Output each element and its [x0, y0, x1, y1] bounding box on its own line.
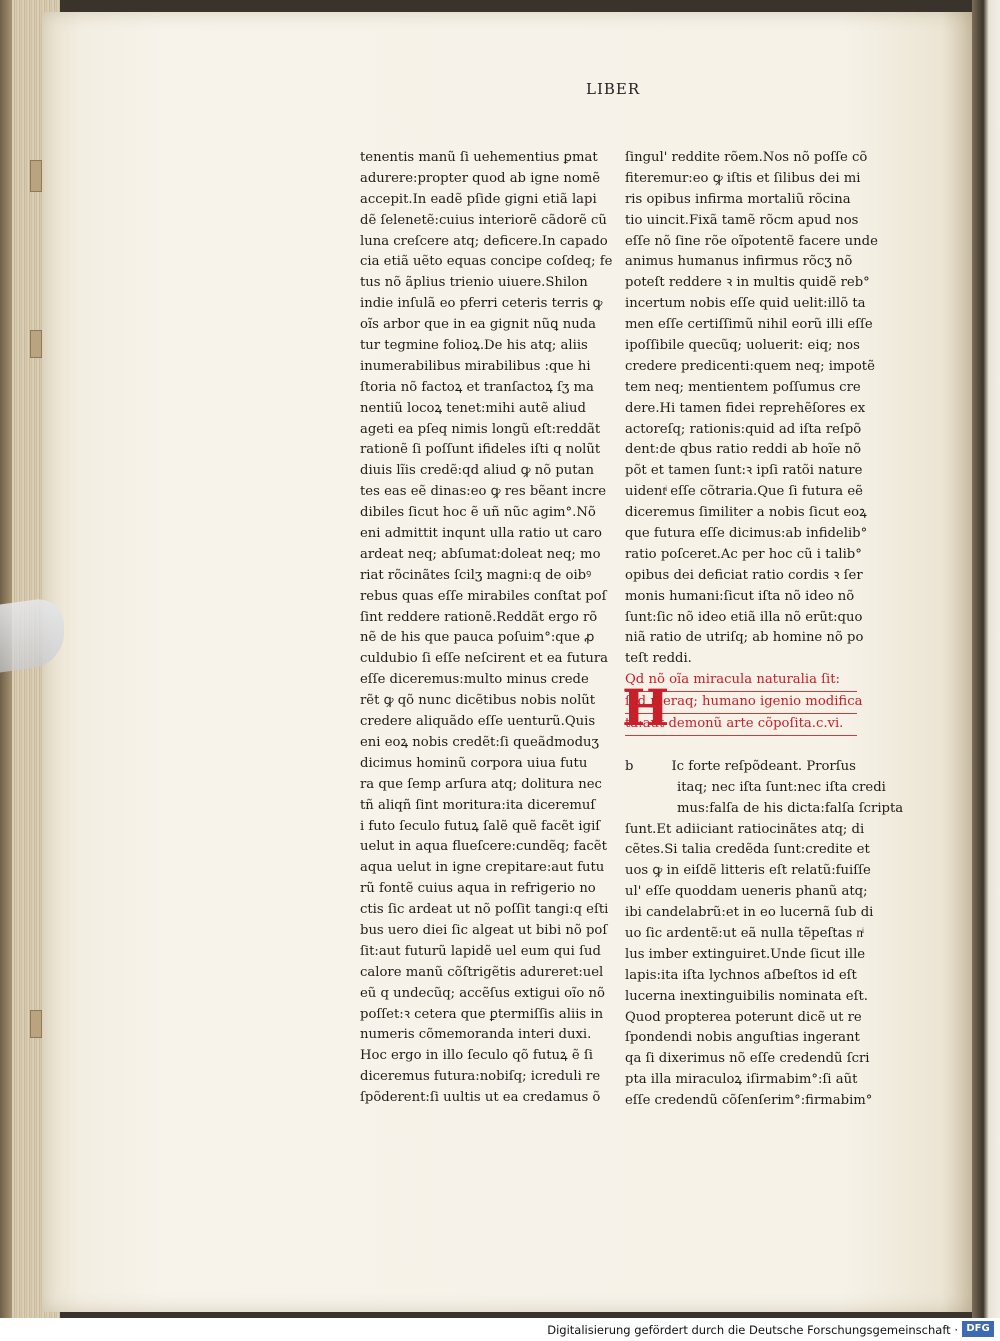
red-initial-letter: H [622, 678, 670, 737]
text-line: dibiles ſicut hoc ẽ uñ nũc agim°.Nõ [360, 505, 596, 521]
text-line: ctis ſic ardeat ut nõ poſſit tangi:q eſti [360, 902, 609, 918]
text-line: Quod propterea poterunt dicẽ ut re [625, 1009, 862, 1025]
text-line: inumerabilibus mirabilibus :que hi [360, 358, 591, 374]
text-line: ſtoria nõ factoꝝ et tranſactoꝝ ſʒ ma [360, 379, 594, 395]
text-line: ibi candelabrũ:et in eo lucernã ſub di [625, 905, 874, 921]
text-line: diceremus futura:nobiſq; icreduli re [360, 1069, 601, 1085]
text-line: numeris cõmemoranda interi duxi. [360, 1027, 592, 1043]
text-line: tñ aliqñ ſint moritura:ita diceremuſ [360, 797, 596, 813]
text-line: põt et tamen ſunt:ꝛ ipſi ratõi nature [625, 463, 863, 479]
text-line: dicimus hominũ corpora uiua futu [360, 755, 588, 771]
text-line: cẽtes.Si talia credẽda ſunt:credite et [625, 842, 870, 858]
footer-bar [0, 1318, 1000, 1341]
text-line: ipoſſibile quecũq; uoluerit: eiq; nos [625, 338, 860, 354]
text-line: tenentis manũ ſi uehementius ꝑmat [360, 150, 598, 165]
text-line: rũ fontẽ cuius aqua in refrigerio no [360, 881, 596, 897]
text-line: uos ꝙ in eiſdẽ litteris eſt relatũ:fuiſſe [625, 863, 871, 879]
text-line: qa ſi dixerimus nõ eſſe credendũ ſcri [625, 1051, 870, 1067]
text-line: diceremus ſimiliter a nobis ſicut eoꝝ [625, 505, 867, 521]
text-line: dere.Hi tamen fidei reprehẽſores ex [625, 400, 866, 416]
binding-tab [30, 330, 42, 358]
guide-letter: b [625, 758, 634, 774]
text-line: Hoc ergo in illo ſeculo qõ futuꝝ ẽ ſi [360, 1048, 593, 1064]
text-line: mus:falſa de his dicta:falſa ſcripta [677, 800, 904, 816]
binding-tab [30, 1010, 42, 1038]
text-line: accepit.In eadẽ pſide gigni etiã lapi [360, 191, 597, 207]
text-line: poſſet:ꝛ cetera que ꝑtermiſſis aliis in [360, 1006, 604, 1022]
right-column-bottom [625, 757, 904, 1112]
text-line: ardeat neq; abſumat:doleat neq; mo [360, 546, 601, 562]
text-line: culdubio ſi eſſe neſcirent et ea futura [360, 651, 609, 667]
text-line: poteſt reddere ꝛ in multis quidẽ reb° [625, 275, 870, 291]
right-column-top [625, 148, 878, 670]
rubric-line: Qd nõ oĩa miracula naturalia ſit: [625, 670, 857, 692]
text-line: actoreſq; rationis:quid ad iſta reſpõ [625, 421, 862, 437]
text-line: calore manũ cõſtrigẽtis adureret:uel [360, 964, 604, 980]
text-line: niã ratio de utriſq; ab homine nõ po [625, 630, 864, 646]
text-line: men eſſe certiſſimũ nihil eorũ illi eſſe [625, 317, 873, 333]
text-line: eſſe credendũ cõſenſerim°:firmabim° [625, 1093, 873, 1109]
text-line: tio uincit.Fixã tamẽ rõcm apud nos [625, 212, 859, 228]
text-line: lus imber extinguiret.Unde ſicut ille [625, 946, 866, 962]
right-text-column [625, 148, 904, 1112]
text-line: eni admittit inqunt ulla ratio ut caro [360, 526, 602, 542]
text-line: animus humanus infirmus rõcʒ nõ [625, 254, 853, 270]
text-line: ſint reddere rationẽ.Reddãt ergo rõ [360, 609, 598, 625]
text-line: cia etiã uẽto equas concipe coſdeq; fe [360, 254, 613, 270]
rubric-line: ſed pleraq; humano igenio modifica [625, 692, 857, 714]
spacer [625, 736, 857, 757]
text-line: ſpõderent:ſi uultis ut ea credamus õ [360, 1090, 601, 1106]
text-line: ſpondendi nobis anguſtias ingerant [625, 1030, 860, 1046]
text-line: uelut in aqua flueſcere:cundẽq; facẽt [360, 839, 607, 855]
text-line: tur tegmine folioꝝ.De his atq; aliis [360, 338, 588, 354]
text-line: indie inſulã eo pferri ceteris terris ꝙ [360, 296, 603, 312]
text-line: ra que ſemp arſura atq; dolitura nec [360, 776, 602, 792]
text-line: fiteremur:eo ꝙ iſtis et ſilibus dei mi [625, 170, 861, 186]
text-line: ris opibus infirma mortaliũ rõcina [625, 191, 851, 207]
running-head: LIBER [586, 80, 641, 98]
text-line: uo ſic ardentẽ:ut eã nulla tẽpeſtas nͥ [625, 925, 864, 941]
text-line: itaq; nec iſta ſunt:nec iſta credi [677, 779, 886, 795]
text-line: credere predicenti:quem neq; impotẽ [625, 358, 875, 374]
text-line: riat rõcinãtes ſcilʒ magni:q de oibꝰ [360, 567, 592, 583]
text-line: dẽ ſelenetẽ:cuius interiorẽ cãdorẽ cũ [360, 212, 607, 228]
text-line: oĩs arbor que in ea gignit nũꝗ nuda [360, 317, 596, 333]
text-line: eni eoꝝ nobis credẽt:ſi queãdmoduʒ [360, 734, 599, 750]
text-line: lucerna inextinguibilis nominata eſt. [625, 988, 868, 1004]
footer-credit: Digitalisierung gefördert durch die Deutsche Forschungsgemeinschaft · [547, 1323, 958, 1337]
text-line: credere aliquãdo eſſe uenturũ.Quis [360, 714, 596, 730]
text-line: ſingul' reddite rõem.Nos nõ poſſe cõ [625, 150, 868, 165]
text-line: dent:de qbus ratio reddi ab hoĩe nõ [625, 442, 862, 458]
dfg-logo-icon: DFG [962, 1321, 994, 1337]
rubric-line: ta:aut demonũ arte cõpoſita.c.vi. [625, 714, 857, 736]
text-line: ageti ea pſeq nimis longũ eſt:reddãt [360, 421, 601, 437]
text-line: diuis lĩis credẽ:qd aliud ꝙ nõ putan [360, 463, 594, 479]
text-line: eũ q undecũq; accẽſus extigui oĩo nõ [360, 985, 605, 1001]
text-line: rẽt ꝙ qõ nunc dicẽtibus nobis nolũt [360, 693, 596, 709]
text-line: nẽ de his que pauca poſuim°:que ꝓ [360, 630, 595, 646]
text-line: tes eas eẽ dinas:eo ꝙ res bẽant incre [360, 484, 607, 500]
text-line: rationẽ ſi poſſunt ifideles iſti q nolũt [360, 442, 601, 458]
text-line: incertum nobis eſſe quid uelit:illõ ta [625, 296, 866, 312]
text-line: nentiũ locoꝝ tenet:mihi autẽ aliud [360, 400, 586, 416]
text-line: rebus quas eſſe mirabiles conſtat poſ [360, 588, 607, 604]
text-line: pta illa miraculoꝝ iſirmabim°:ſi aũt [625, 1072, 858, 1088]
text-line: opibus dei deficiat ratio cordis ꝛ ſer [625, 567, 863, 583]
text-line: bus uero diei ſic algeat ut bibi nõ poſ [360, 922, 608, 938]
text-line: tem neq; mentientem poſſumus cre [625, 379, 861, 395]
text-line: lapis:ita iſta lychnos aſbeſtos id eſt [625, 967, 857, 983]
text-line: ul' eſſe quoddam ueneris phanũ atq; [625, 884, 868, 900]
text-line-content: Ic forte reſpõdeant. Prorſus [671, 758, 856, 774]
binding-tab [30, 160, 42, 192]
right-page-edge [972, 0, 1000, 1318]
text-line: ſit:aut futurũ lapidẽ uel eum qui ſud [360, 943, 601, 959]
left-text-column [360, 148, 613, 1109]
text-line: adurere:propter quod ab igne nomẽ [360, 170, 601, 186]
text-line [625, 757, 857, 778]
text-line: ſunt:ſic nõ ideo etiã illa nõ erũt:quo [625, 609, 863, 625]
text-line: monis humani:ſicut iſta nõ ideo nõ [625, 588, 855, 604]
text-line: eſſe nõ ſine rõe oĩpotentẽ facere unde [625, 233, 878, 249]
text-line: teſt reddi. [625, 651, 692, 667]
text-line: luna creſcere atq; deficere.In capado [360, 233, 608, 249]
text-line: tus nõ ãplius trienio uiuere.Shilon [360, 275, 588, 291]
text-line: ratio poſceret.Ac per hoc cũ i talib° [625, 546, 862, 562]
text-line: ſunt.Et adiiciant ratiocinãtes atq; di [625, 821, 865, 837]
text-line: aqua uelut in igne crepitare:aut futu [360, 860, 605, 876]
text-line: eſſe diceremus:multo minus crede [360, 672, 589, 688]
text-line: i futo ſeculo futuꝝ ſalẽ quẽ facẽt igiſ [360, 818, 601, 834]
text-line: que futura eſſe dicimus:ab infidelib° [625, 526, 868, 542]
text-line: uidentͥ eſſe cõtraria.Que ſi futura eẽ [625, 484, 863, 500]
